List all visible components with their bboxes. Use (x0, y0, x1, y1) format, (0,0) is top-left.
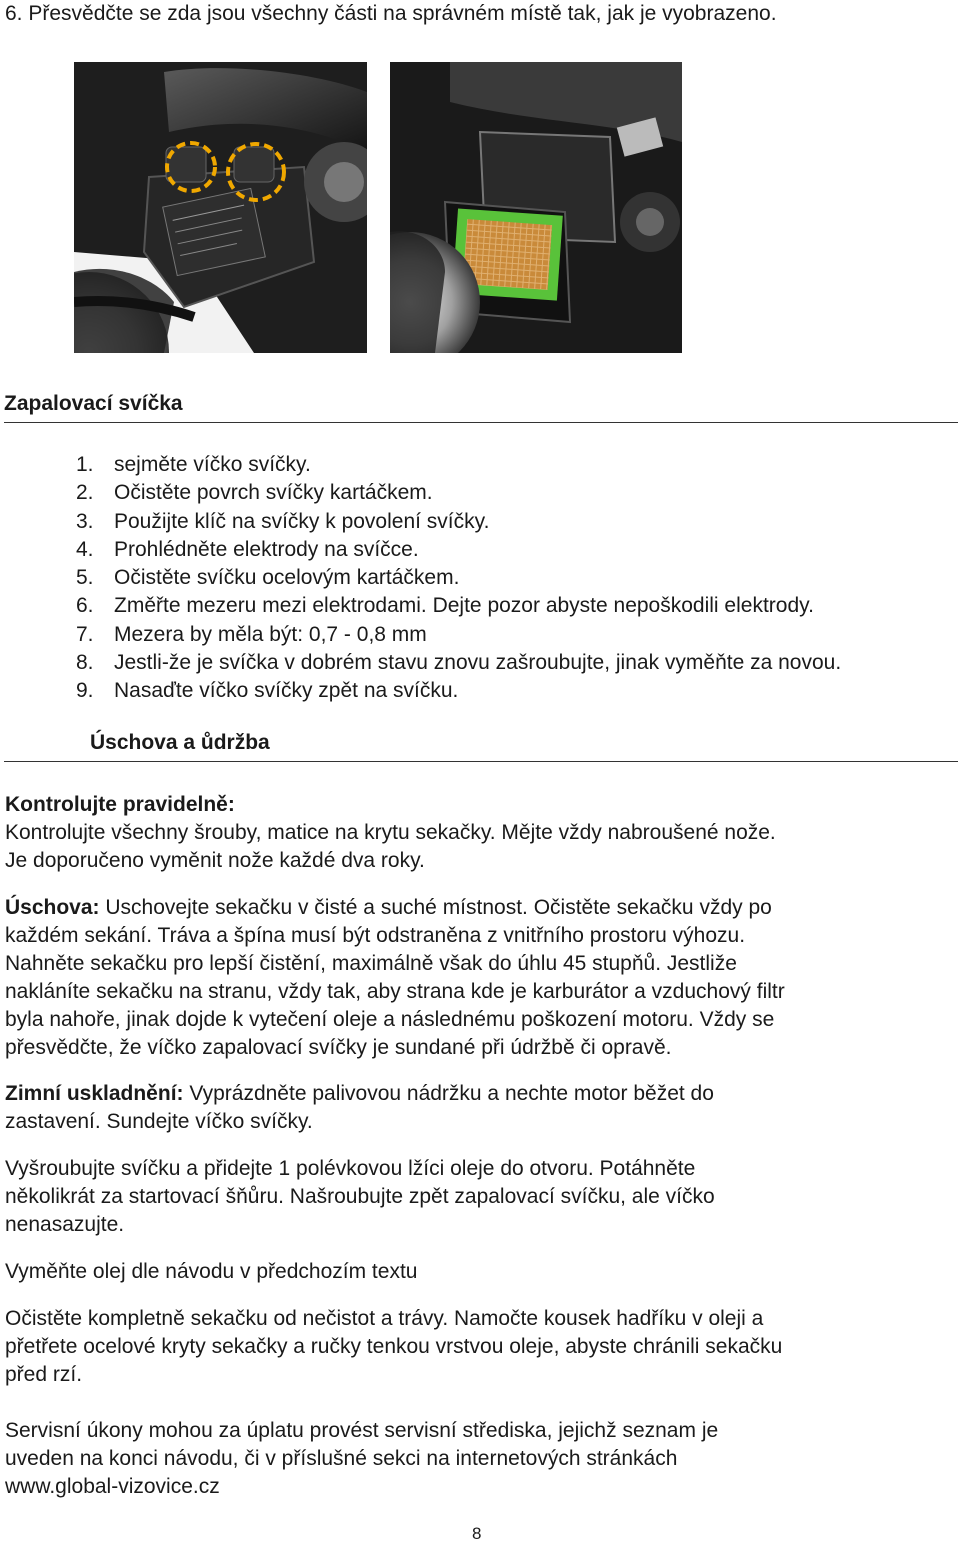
website-link[interactable]: www.global-vizovice.cz (5, 1475, 220, 1498)
list-item: 5. Očistěte svíčku ocelovým kartáčkem. (76, 566, 460, 590)
paragraph-line: uveden na konci návodu, či v příslušné sekci na internetových stránkách (5, 1447, 678, 1470)
check-regularly-heading: Kontrolujte pravidelně: (5, 793, 235, 816)
paragraph-line: Servisní úkony mohou za úplatu provést servisní střediska, jejichž seznam je (5, 1419, 719, 1442)
list-item: 4. Prohlédněte elektrody na svíčce. (76, 537, 419, 561)
spark-plug-steps (76, 451, 841, 706)
section-divider (4, 422, 958, 423)
air-filter-illustration (390, 62, 682, 353)
section-title-storage: Úschova a ůdržba (90, 731, 270, 754)
paragraph-line: nakláníte sekačku na stranu, vždy tak, aby strana kde je karburátor a vzduchový filtr (5, 980, 785, 1003)
section-divider (4, 761, 958, 762)
change-oil-line: Vyměňte olej dle návodu v předchozím textu (5, 1260, 418, 1283)
paragraph-line: nenasazujte. (5, 1213, 125, 1236)
paragraph-line: Kontrolujte všechny šrouby, matice na krytu sekačky. Mějte vždy nabroušené nože. (5, 821, 776, 844)
paragraph-line: přesvědčte, že víčko zapalovací svíčky je sundané při údržbě či opravě. (5, 1036, 672, 1059)
list-item: 3. Použijte klíč na svíčky k povolení svíčky. (76, 509, 490, 533)
list-item: 1. sejměte víčko svíčky. (76, 453, 311, 476)
paragraph-line: každém sekání. Tráva a špína musí být odstraněna z vnitřního prostoru výhozu. (5, 924, 746, 947)
paragraph-line: několikrát za startovací šňůru. Našroubujte zpět zapalovací svíčku, ale víčko (5, 1185, 715, 1208)
paragraph-line: Nahněte sekačku pro lepší čistění, maximálně však do úhlu 45 stupňů. Jestliže (5, 952, 737, 975)
paragraph-line: Je doporučeno vyměnit nože každé dva roky. (5, 849, 425, 872)
paragraph-line: Očistěte kompletně sekačku od nečistot a trávy. Namočte kousek hadříku v oleji a (5, 1307, 764, 1330)
paragraph-line: byla nahoře, jinak dojde k vytečení oleje a následnému poškození motoru. Vždy se (5, 1008, 775, 1031)
engine-cover-illustration (74, 62, 367, 353)
winter-paragraph-first-line: Zimní uskladnění: Vyprázdněte palivovou nádržku a nechte motor běžet do (5, 1082, 714, 1105)
storage-label: Úschova: (5, 896, 100, 919)
list-item: 6. Změřte mezeru mezi elektrodami. Dejte pozor abyste nepoškodili elektrody. (76, 594, 814, 618)
photo-air-filter (390, 62, 682, 353)
paragraph-line: přetřete ocelové kryty sekačky a ručky tenkou vrstvou oleje, abyste chránili sekačku (5, 1335, 783, 1358)
storage-paragraph-first-line: Úschova: Uschovejte sekačku v čisté a suché místnost. Očistěte sekačku vždy po (5, 896, 772, 919)
step-6-text: 6. Přesvědčte se zda jsou všechny části na správném místě tak, jak je vyobrazeno. (5, 2, 777, 25)
paragraph-line: zastavení. Sundejte víčko svíčky. (5, 1110, 313, 1133)
section-title-spark-plug: Zapalovací svíčka (4, 392, 183, 415)
photo-engine-cover (74, 62, 367, 353)
list-item: 9. Nasaďte víčko svíčky zpět na svíčku. (76, 679, 459, 703)
page-number: 8 (472, 1524, 482, 1543)
paragraph-line: Vyšroubujte svíčku a přidejte 1 polévkovou lžíci oleje do otvoru. Potáhněte (5, 1157, 696, 1180)
list-item: 8. Jestli-že je svíčka v dobrém stavu znovu zašroubujte, jinak vyměňte za novou. (76, 651, 842, 675)
list-item: 2. Očistěte povrch svíčky kartáčkem. (76, 481, 433, 505)
paragraph-line: před rzí. (5, 1363, 83, 1386)
winter-label: Zimní uskladnění: (5, 1082, 184, 1105)
list-item: 7. Mezera by měla být: 0,7 - 0,8 mm (76, 622, 427, 646)
